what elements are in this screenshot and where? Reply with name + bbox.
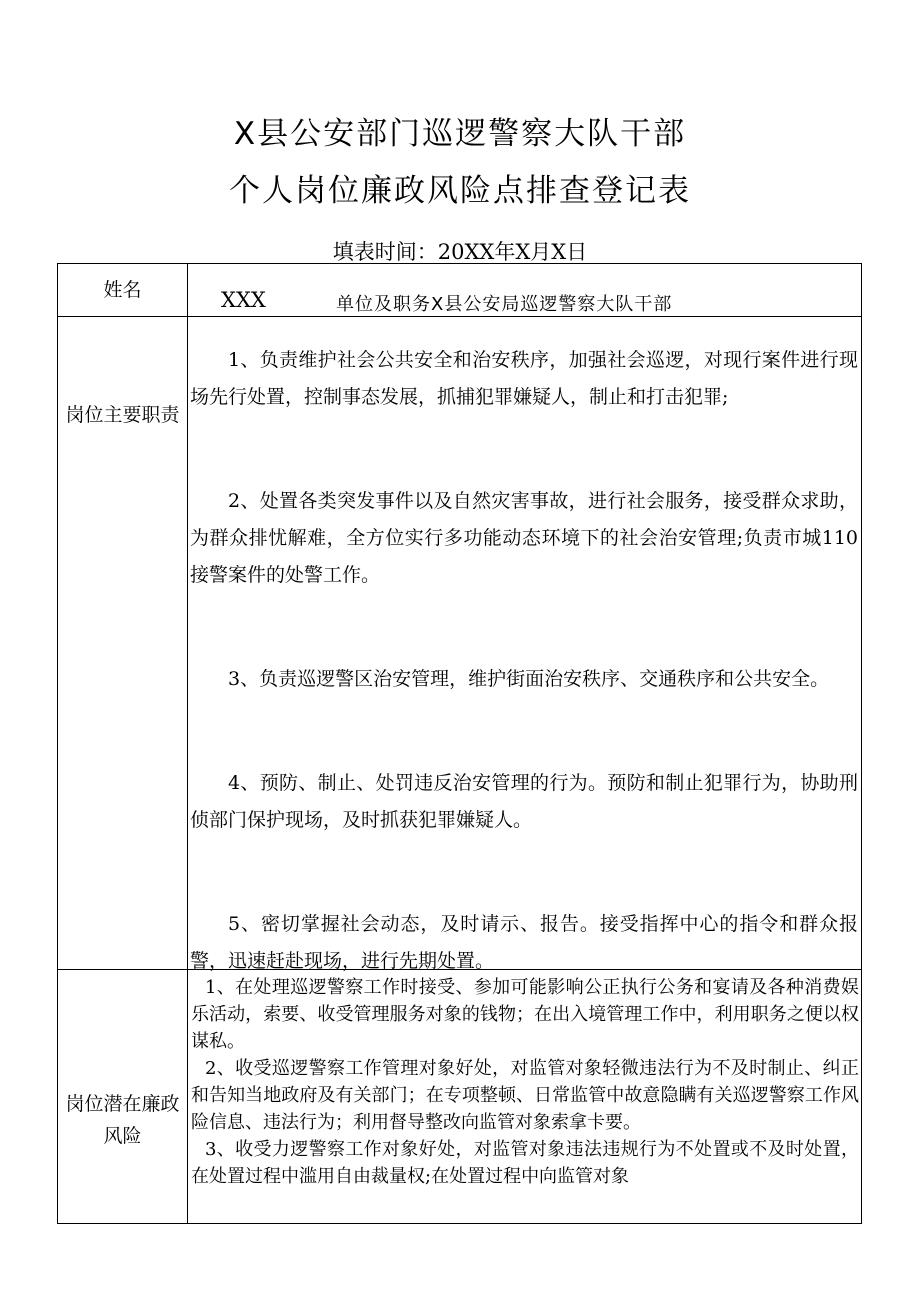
name-value: XXX — [221, 288, 266, 312]
duty-item: 3、负责巡逻警区治安管理，维护街面治安秩序、交通秩序和公共安全。 — [228, 668, 830, 690]
registration-table — [57, 263, 862, 1224]
unit-value: X县公安局巡逻警察大队干部 — [431, 294, 673, 315]
duty-item: 4、预防、制止、处罚违反治安管理的行为。预防和制止犯罪行为，协助刑侦部门保护现场，及时抓获犯罪嫌疑人。 — [190, 772, 858, 831]
document-title-line2: 个人岗位廉政风险点排查登记表 — [229, 173, 691, 209]
risks-list — [191, 974, 859, 1190]
unit-position — [336, 290, 672, 316]
duties-label: 岗位主要职责 — [65, 404, 180, 426]
unit-label: 单位及职务 — [336, 294, 431, 315]
duties-list — [190, 342, 858, 1047]
duty-item: 1、负责维护社会公共安全和治安秩序，加强社会巡逻，对现行案件进行现场先行处置，控制事态发展，抓捕犯罪嫌疑人，制止和打击犯罪; — [190, 349, 858, 408]
fill-date: 填表时间：20XX年X月X日 — [332, 240, 588, 264]
duty-item: 2、处置各类突发事件以及自然灾害事故，进行社会服务，接受群众求助，为群众排忧解难，全方位实行多功能动态环境下的社会治安管理;负责市城110接警案件的处警工作。 — [190, 490, 858, 586]
document-title-line1: X县公安部门巡逻警察大队干部 — [233, 116, 687, 152]
risk-item: 2、收受巡逻警察工作管理对象好处，对监管对象轻微违法行为不及时制止、纠正和告知当地政府及有关部门；在专项整顿、日常监管中故意隐瞒有关巡逻警察工作风险信息、违法行为；利用督导整改向监管对象索拿卡要。 — [191, 1058, 859, 1133]
risk-item: 1、在处理巡逻警察工作时接受、参加可能影响公正执行公务和宴请及各种消费娱乐活动，索要、收受管理服务对象的钱物；在出入境管理工作中，利用职务之便以权谋私。 — [191, 977, 859, 1052]
duty-item: 5、密切掌握社会动态，及时请示、报告。接受指挥中心的指令和群众报警，迅速赶赴现场，进行先期处置。 — [190, 913, 858, 972]
column-divider — [187, 264, 188, 1223]
risks-label: 岗位潜在廉政风险 — [65, 1093, 180, 1147]
row-divider-1 — [58, 316, 861, 317]
name-label: 姓名 — [103, 279, 142, 301]
risk-item: 3、收受力逻警察工作对象好处，对监管对象违法违规行为不处置或不及时处置，在处置过程中滥用自由裁量权;在处置过程中向监管对象 — [191, 1139, 859, 1187]
